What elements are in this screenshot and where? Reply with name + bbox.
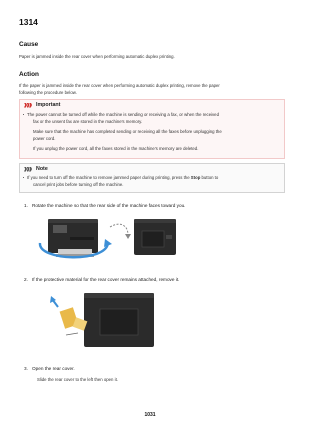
action-text-line2: following the procedure below. [19, 90, 77, 95]
important-para2: If you unplug the power cord, all the faxes stored in the machine's memory are deleted. [33, 146, 199, 151]
step-3-sub: Slide the rear cover to the left then open it. [37, 377, 118, 382]
important-header [24, 102, 60, 108]
dashed-arrow-icon [110, 224, 128, 235]
rotate-machine-illustration [36, 213, 182, 265]
note-line2: cancel print jobs before turning off the machine. [33, 182, 124, 187]
error-code-title: 1314 [19, 17, 38, 27]
printer-front-icon [48, 219, 98, 257]
important-chevron-icon [24, 103, 34, 108]
action-heading: Action [19, 71, 39, 78]
important-box [19, 99, 285, 159]
important-bullet-line1: The power cannot be turned off while the machine is sending or receiving a fax, or when the received [27, 112, 219, 117]
cause-text: Paper is jammed inside the rear cover when performing automatic duplex printing. [19, 54, 175, 59]
printer-rear-icon [84, 293, 154, 347]
important-bullet-line2: fax or the unsent fax are stored in the machine's memory. [33, 119, 143, 124]
note-chevron-icon [24, 167, 34, 172]
remove-protective-material-illustration [48, 289, 158, 351]
step-1: 1. Rotate the machine so that the rear side of the machine faces toward you. [24, 203, 186, 208]
important-title: Important [36, 102, 61, 108]
printer-rear-icon [134, 219, 176, 255]
important-para1-line1: Make sure that the machine has completed sending or receiving all the faxes before unplugging the [33, 129, 222, 134]
page-number: 1031 [144, 412, 156, 418]
cause-heading: Cause [19, 41, 39, 48]
important-para1-line2: power cord. [33, 136, 56, 141]
note-box [19, 163, 285, 193]
step-2: 2. If the protective material for the rear cover remains attached, remove it. [24, 277, 180, 282]
note-line1: If you need to turn off the machine to remove jammed paper during printing, press the Stop button to [27, 175, 219, 180]
note-title: Note [36, 166, 48, 172]
action-text-line1: If the paper is jammed inside the rear cover when performing automatic duplex printing, remove the paper [19, 83, 220, 88]
note-header [24, 166, 48, 172]
protective-material-icon [60, 307, 88, 330]
step-3: 3. Open the rear cover. [24, 366, 75, 371]
stop-button-name: Stop [190, 175, 201, 180]
